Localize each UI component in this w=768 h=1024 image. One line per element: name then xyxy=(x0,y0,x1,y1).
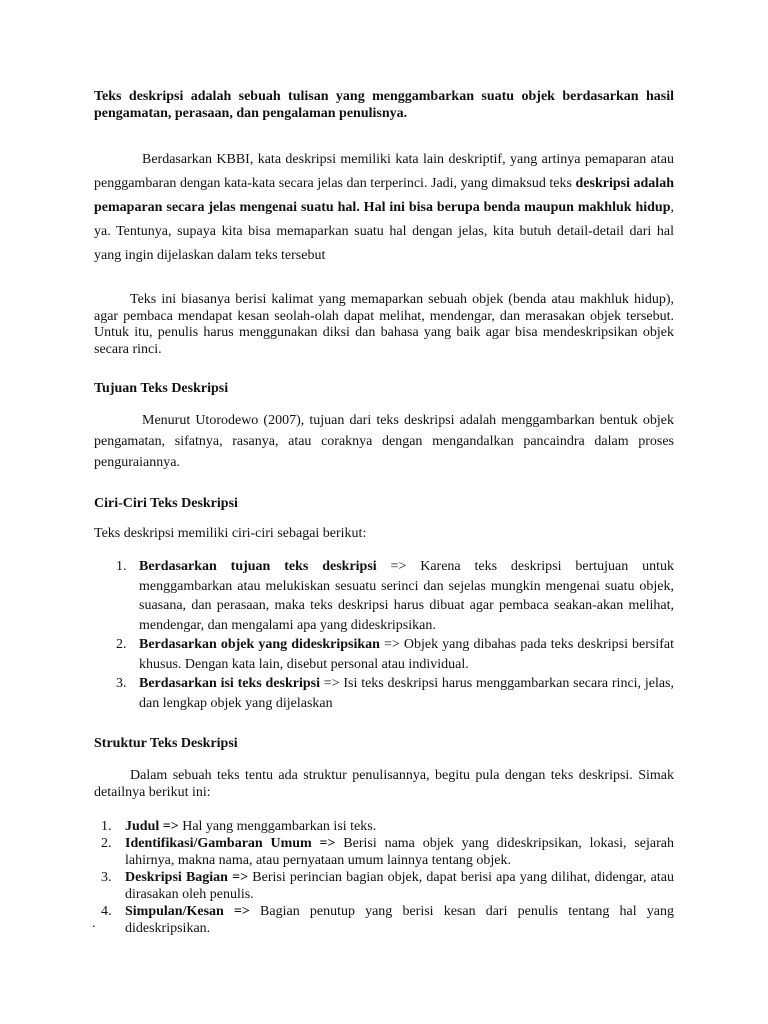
teks-ini-paragraph: Teks ini biasanya berisi kalimat yang memaparkan sebuah objek (benda atau makhluk hidup), agar pembaca mendapat kesan seolah-olah dapat melihat, mendengar, dan merasakan objek tersebut. Untuk itu, penulis harus menggunakan diksi dan bahasa yang baik agar bisa mendeskripsikan objek secara rinci. xyxy=(94,292,674,357)
list-item xyxy=(94,903,674,937)
list-item-title: Deskripsi Bagian => xyxy=(125,870,249,885)
list-item xyxy=(94,835,674,869)
trailing-dot: . xyxy=(92,916,96,931)
struktur-list xyxy=(94,818,674,937)
list-item-text: Berisi perincian bagian objek, dapat berisi apa yang dilihat, didengar, atau dirasakan oleh penulis. xyxy=(125,870,674,902)
list-number: 1. xyxy=(101,819,112,834)
list-item xyxy=(94,635,674,674)
list-number: 3. xyxy=(116,676,127,691)
list-number: 4. xyxy=(101,904,112,919)
list-item-title: Berdasarkan tujuan teks deskripsi xyxy=(139,559,377,574)
tujuan-paragraph: Menurut Utorodewo (2007), tujuan dari teks deskripsi adalah menggambarkan bentuk objek pengamatan, sifatnya, rasanya, atau coraknya dengan mengandalkan pancaindra dalam proses penguraiannya. xyxy=(94,413,674,470)
intro-paragraph: Teks deskripsi adalah sebuah tulisan yang menggambarkan suatu objek berdasarkan hasil pengamatan, perasaan, dan pengalaman penulisnya. xyxy=(94,89,674,121)
document-body xyxy=(94,88,674,937)
struktur-intro: Dalam sebuah teks tentu ada struktur penulisannya, begitu pula dengan teks deskripsi. Simak detailnya berikut ini: xyxy=(94,768,674,800)
ciri-heading: Ciri-Ciri Teks Deskripsi xyxy=(94,496,238,511)
list-item xyxy=(94,674,674,713)
kbbi-text-start: Berdasarkan KBBI, kata deskripsi memiliki kata lain deskriptif, yang artinya pemaparan atau penggambaran dengan kata-kata secara jelas dan terperinci. Jadi, yang dimaksud teks xyxy=(94,152,674,191)
list-item-text: Bagian penutup yang berisi kesan dari penulis tentang hal yang dideskripsikan. xyxy=(125,904,674,936)
kbbi-definition-bold: deskripsi adalah pemaparan secara jelas mengenai suatu hal. Hal ini bisa berupa benda maupun makhluk hidup xyxy=(94,176,674,215)
list-item-title: Simpulan/Kesan => xyxy=(125,904,250,919)
kbbi-paragraph xyxy=(94,148,674,268)
list-item-title: Identifikasi/Gambaran Umum => xyxy=(125,836,336,851)
ciri-intro: Teks deskripsi memiliki ciri-ciri sebagai berikut: xyxy=(94,526,367,541)
list-item xyxy=(94,557,674,635)
list-item-text: => Objek yang dibahas pada teks deskripsi bersifat khusus. Dengan kata lain, disebut personal atau individual. xyxy=(139,637,675,672)
list-item-text: Berisi nama objek yang dideskripsikan, lokasi, sejarah lahirnya, makna nama, atau pernyataan umum lainnya tentang objek. xyxy=(125,836,674,868)
list-number: 2. xyxy=(116,637,127,652)
kbbi-text-end: , ya. Tentunya, supaya kita bisa memaparkan suatu hal dengan jelas, kita butuh detail-detail dari hal yang ingin dijelaskan dalam teks tersebut xyxy=(94,200,674,263)
list-item xyxy=(94,869,674,903)
list-item-text: Hal yang menggambarkan isi teks. xyxy=(178,819,377,834)
list-number: 1. xyxy=(116,559,127,574)
ciri-list xyxy=(94,557,674,713)
list-item-text: => Karena teks deskripsi bertujuan untuk menggambarkan atau melukiskan sesuatu serinci dan sejelas mungkin mengenai suatu objek, suasana, dan perasaan, maka teks deskripsi harus dibuat agar pembaca seakan-akan melihat, mendengar, dan mengalami apa yang dideskripsikan. xyxy=(139,559,674,633)
list-item-text: => Isi teks deskripsi harus menggambarkan secara rinci, jelas, dan lengkap objek yang dijelaskan xyxy=(139,676,674,711)
list-number: 3. xyxy=(101,870,112,885)
list-item-title: Judul => xyxy=(125,819,179,834)
list-item xyxy=(94,818,674,835)
list-number: 2. xyxy=(101,836,112,851)
tujuan-heading: Tujuan Teks Deskripsi xyxy=(94,381,229,396)
list-item-title: Berdasarkan isi teks deskripsi xyxy=(139,676,320,691)
struktur-heading: Struktur Teks Deskripsi xyxy=(94,736,238,751)
list-item-title: Berdasarkan objek yang dideskripsikan xyxy=(139,637,380,652)
